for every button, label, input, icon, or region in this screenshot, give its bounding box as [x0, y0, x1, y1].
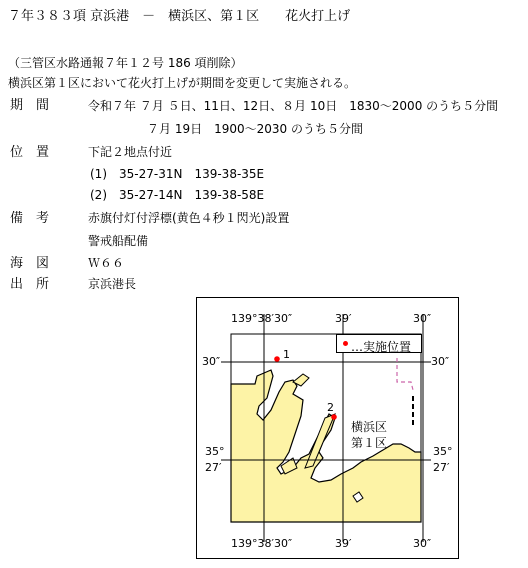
lat-tick-left-2: 35°	[205, 445, 225, 458]
lat-tick-right-2: 35°	[433, 445, 453, 458]
location-point-2: (2) 35-27-14N 139-38-58E	[90, 188, 265, 202]
lon-tick-top-3: 30″	[413, 312, 432, 325]
location-text: 下記２地点付近	[88, 145, 173, 159]
period-line2: ７月 19日 1900～2030 のうち５分間	[147, 122, 363, 136]
location-point-1: (1) 35-27-31N 139-38-35E	[90, 167, 265, 181]
map-legend	[336, 334, 422, 353]
lon-tick-top-1: 139°38′30″	[231, 312, 293, 325]
period-label: 期 間	[10, 98, 50, 113]
legend-text: …実施位置	[351, 340, 412, 354]
event-point-1	[274, 356, 280, 362]
notice-title: ７年３８３項 京浜港 － 横浜区、第１区 花火打上げ	[8, 9, 351, 24]
lon-tick-bottom-3: 30″	[413, 537, 432, 550]
lon-tick-top-2: 39′	[335, 312, 352, 325]
lat-tick-left-1: 30″	[202, 355, 221, 368]
source-label: 出 所	[10, 277, 50, 292]
lat-tick-right-1: 30″	[431, 355, 450, 368]
lat-tick-left-3: 27′	[205, 461, 222, 474]
source-value: 京浜港長	[88, 277, 137, 291]
point-2-label: 2	[327, 401, 334, 414]
point-1-label: 1	[283, 348, 290, 361]
lon-tick-bottom-2: 39′	[335, 537, 352, 550]
period-line1: 令和７年 ７月 ５日、11日、12日、８月 10日 1830～2000 のうち５分間	[88, 99, 499, 113]
lon-tick-bottom-1: 139°38′30″	[231, 537, 293, 550]
remarks-line1: 赤旗付灯付浮標(黄色４秒１閃光)設置	[88, 211, 290, 225]
legend-point-marker	[343, 341, 348, 346]
area-label-line2: 第１区	[351, 436, 388, 450]
chart-label: 海 図	[10, 256, 50, 271]
remarks-line2: 警戒船配備	[88, 234, 149, 248]
event-point-2	[331, 414, 337, 420]
remarks-label: 備 考	[10, 211, 50, 226]
deletion-note: （三管区水路通報７年１２号 186 項削除）	[8, 56, 243, 70]
chart-value: Ｗ６６	[88, 256, 125, 270]
area-label-line1: 横浜区	[351, 420, 388, 434]
lat-tick-right-3: 27′	[433, 461, 450, 474]
location-label: 位 置	[10, 145, 50, 160]
intro-text: 横浜区第１区において花火打上げが期間を変更して実施される。	[8, 76, 357, 90]
